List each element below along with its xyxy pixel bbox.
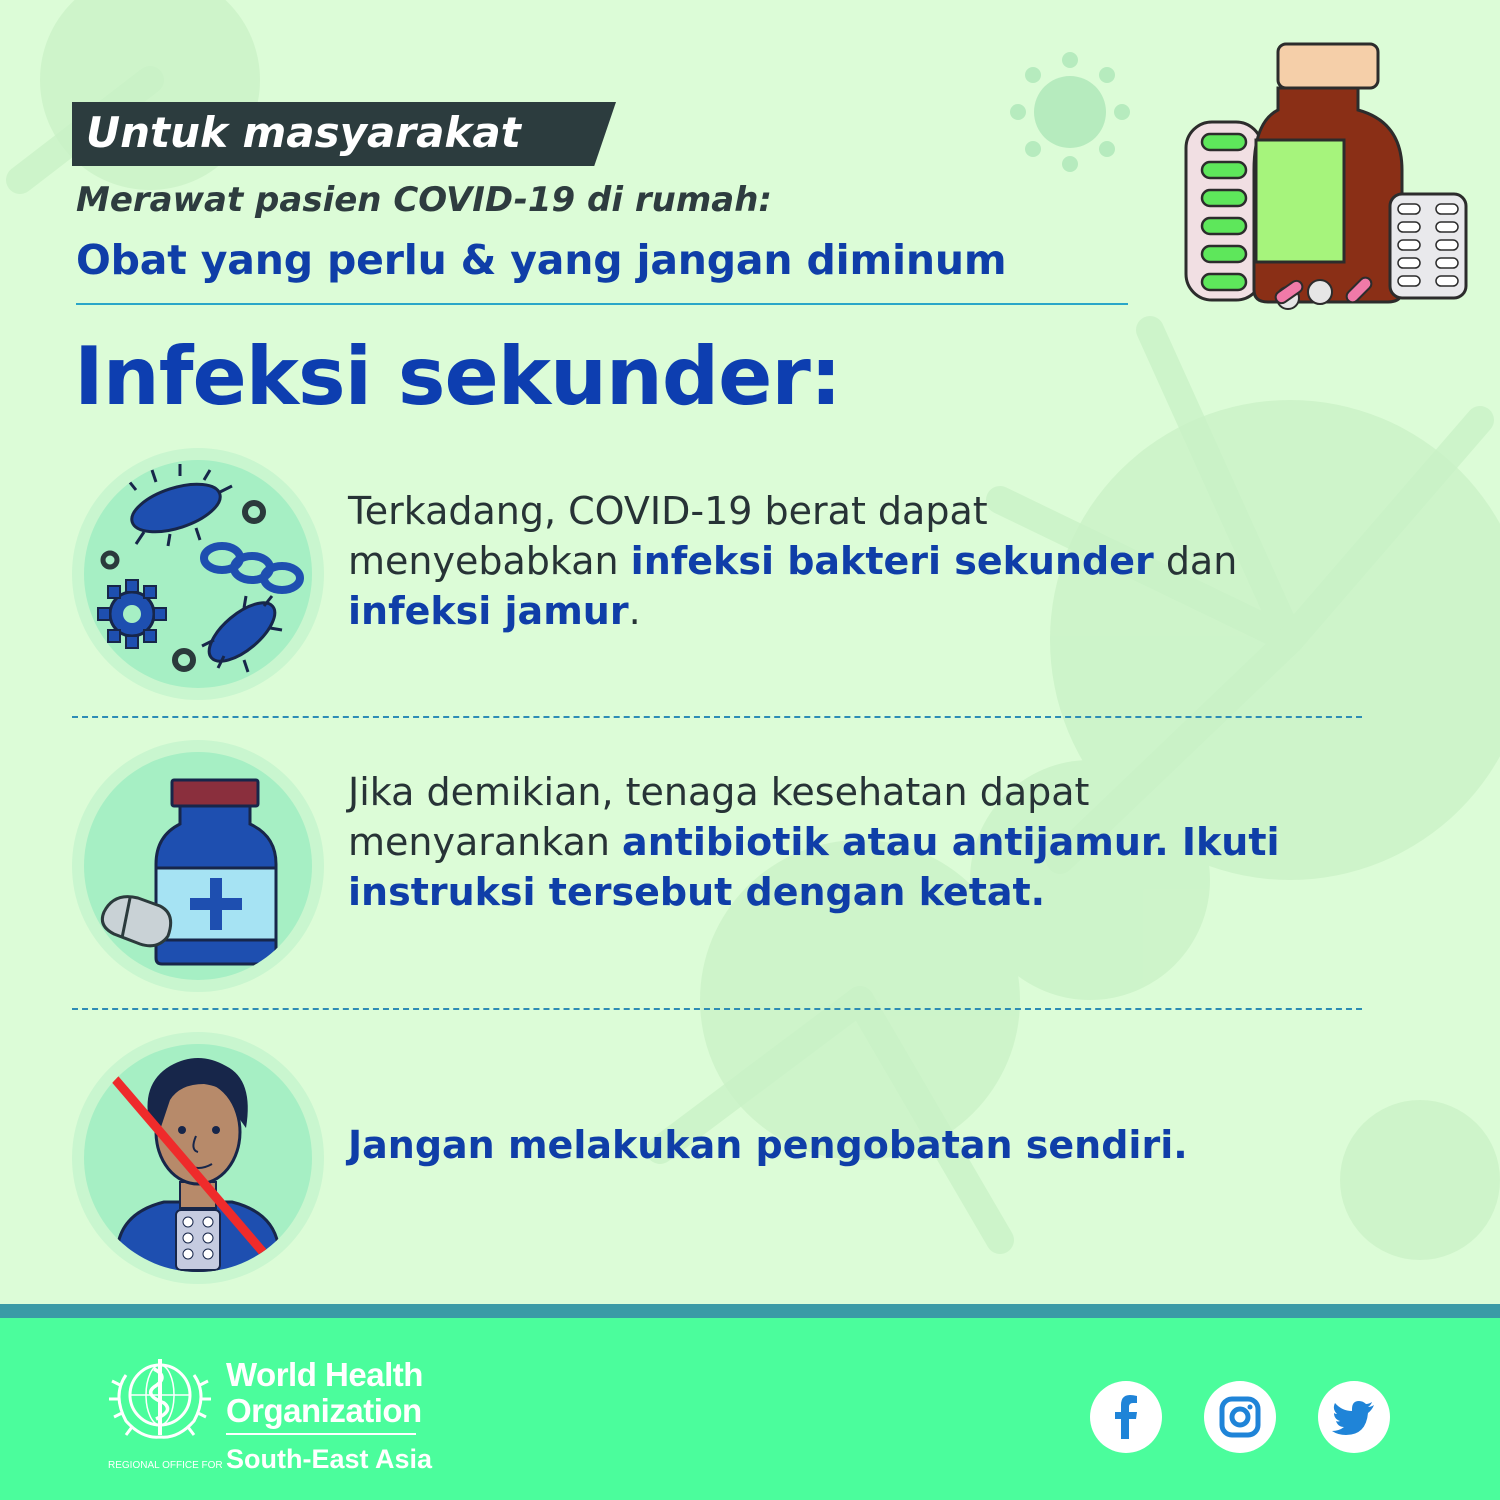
who-region-name: South-East Asia [226,1444,433,1474]
who-emblem-logo [104,1345,216,1445]
item-1-text [348,486,1348,636]
medicines-illustration [1180,40,1470,315]
item-2-line-1: Jika demikian, tenaga kesehatan dapat [348,770,1090,814]
footer-band [0,1304,1500,1318]
item-2-highlight-antibiotics: antibiotik atau antijamur. Ikuti [622,820,1280,864]
facebook-icon [1090,1381,1162,1453]
twitter-button[interactable] [1318,1381,1390,1453]
who-name-line-2: Organization [226,1392,422,1429]
no-self-medication-icon-circle [72,1032,324,1284]
no-self-medication-icon [84,1044,312,1272]
twitter-icon [1318,1381,1390,1453]
item-2-highlight-instructions: instruksi tersebut dengan ketat. [348,870,1046,914]
item-1-highlight-bacteria: infeksi bakteri sekunder [630,539,1154,583]
item-1-line-2 [348,536,1348,586]
medicine-bottle-icon-circle [72,740,324,992]
title-underline [76,303,1128,305]
item-1-line-3-suffix: . [628,589,641,633]
instagram-button[interactable] [1204,1381,1276,1453]
item-3-warning: Jangan melakukan pengobatan sendiri. [348,1123,1188,1167]
item-2-text [348,767,1348,917]
page-title: Obat yang perlu & yang jangan diminum [76,236,1007,284]
item-1-line-1: Terkadang, COVID-19 berat dapat [348,489,988,533]
item-2-line-3 [348,867,1348,917]
divider-1 [72,716,1362,718]
item-1-highlight-fungal: infeksi jamur [348,589,629,633]
item-1-line-3 [348,586,1348,636]
item-3-text [348,1120,1348,1170]
item-2-line-2 [348,817,1348,867]
who-divider [226,1433,416,1435]
divider-2 [72,1008,1362,1010]
instagram-icon [1204,1381,1276,1453]
item-1-line-2-suffix: dan [1153,539,1238,583]
who-name-line-1: World Health [226,1356,423,1393]
bacteria-icon-circle [72,448,324,700]
item-1-line-2-prefix: menyebabkan [348,539,631,583]
bacteria-icon [84,460,312,688]
subtitle: Merawat pasien COVID-19 di rumah: [76,180,773,220]
kicker-text: Untuk masyarakat [86,108,521,157]
who-regional-office-label: REGIONAL OFFICE FOR [108,1460,223,1471]
facebook-button[interactable] [1090,1381,1162,1453]
medicine-bottle-icon [84,752,312,980]
item-2-line-2-prefix: menyarankan [348,820,623,864]
section-heading: Infeksi sekunder: [74,330,841,423]
